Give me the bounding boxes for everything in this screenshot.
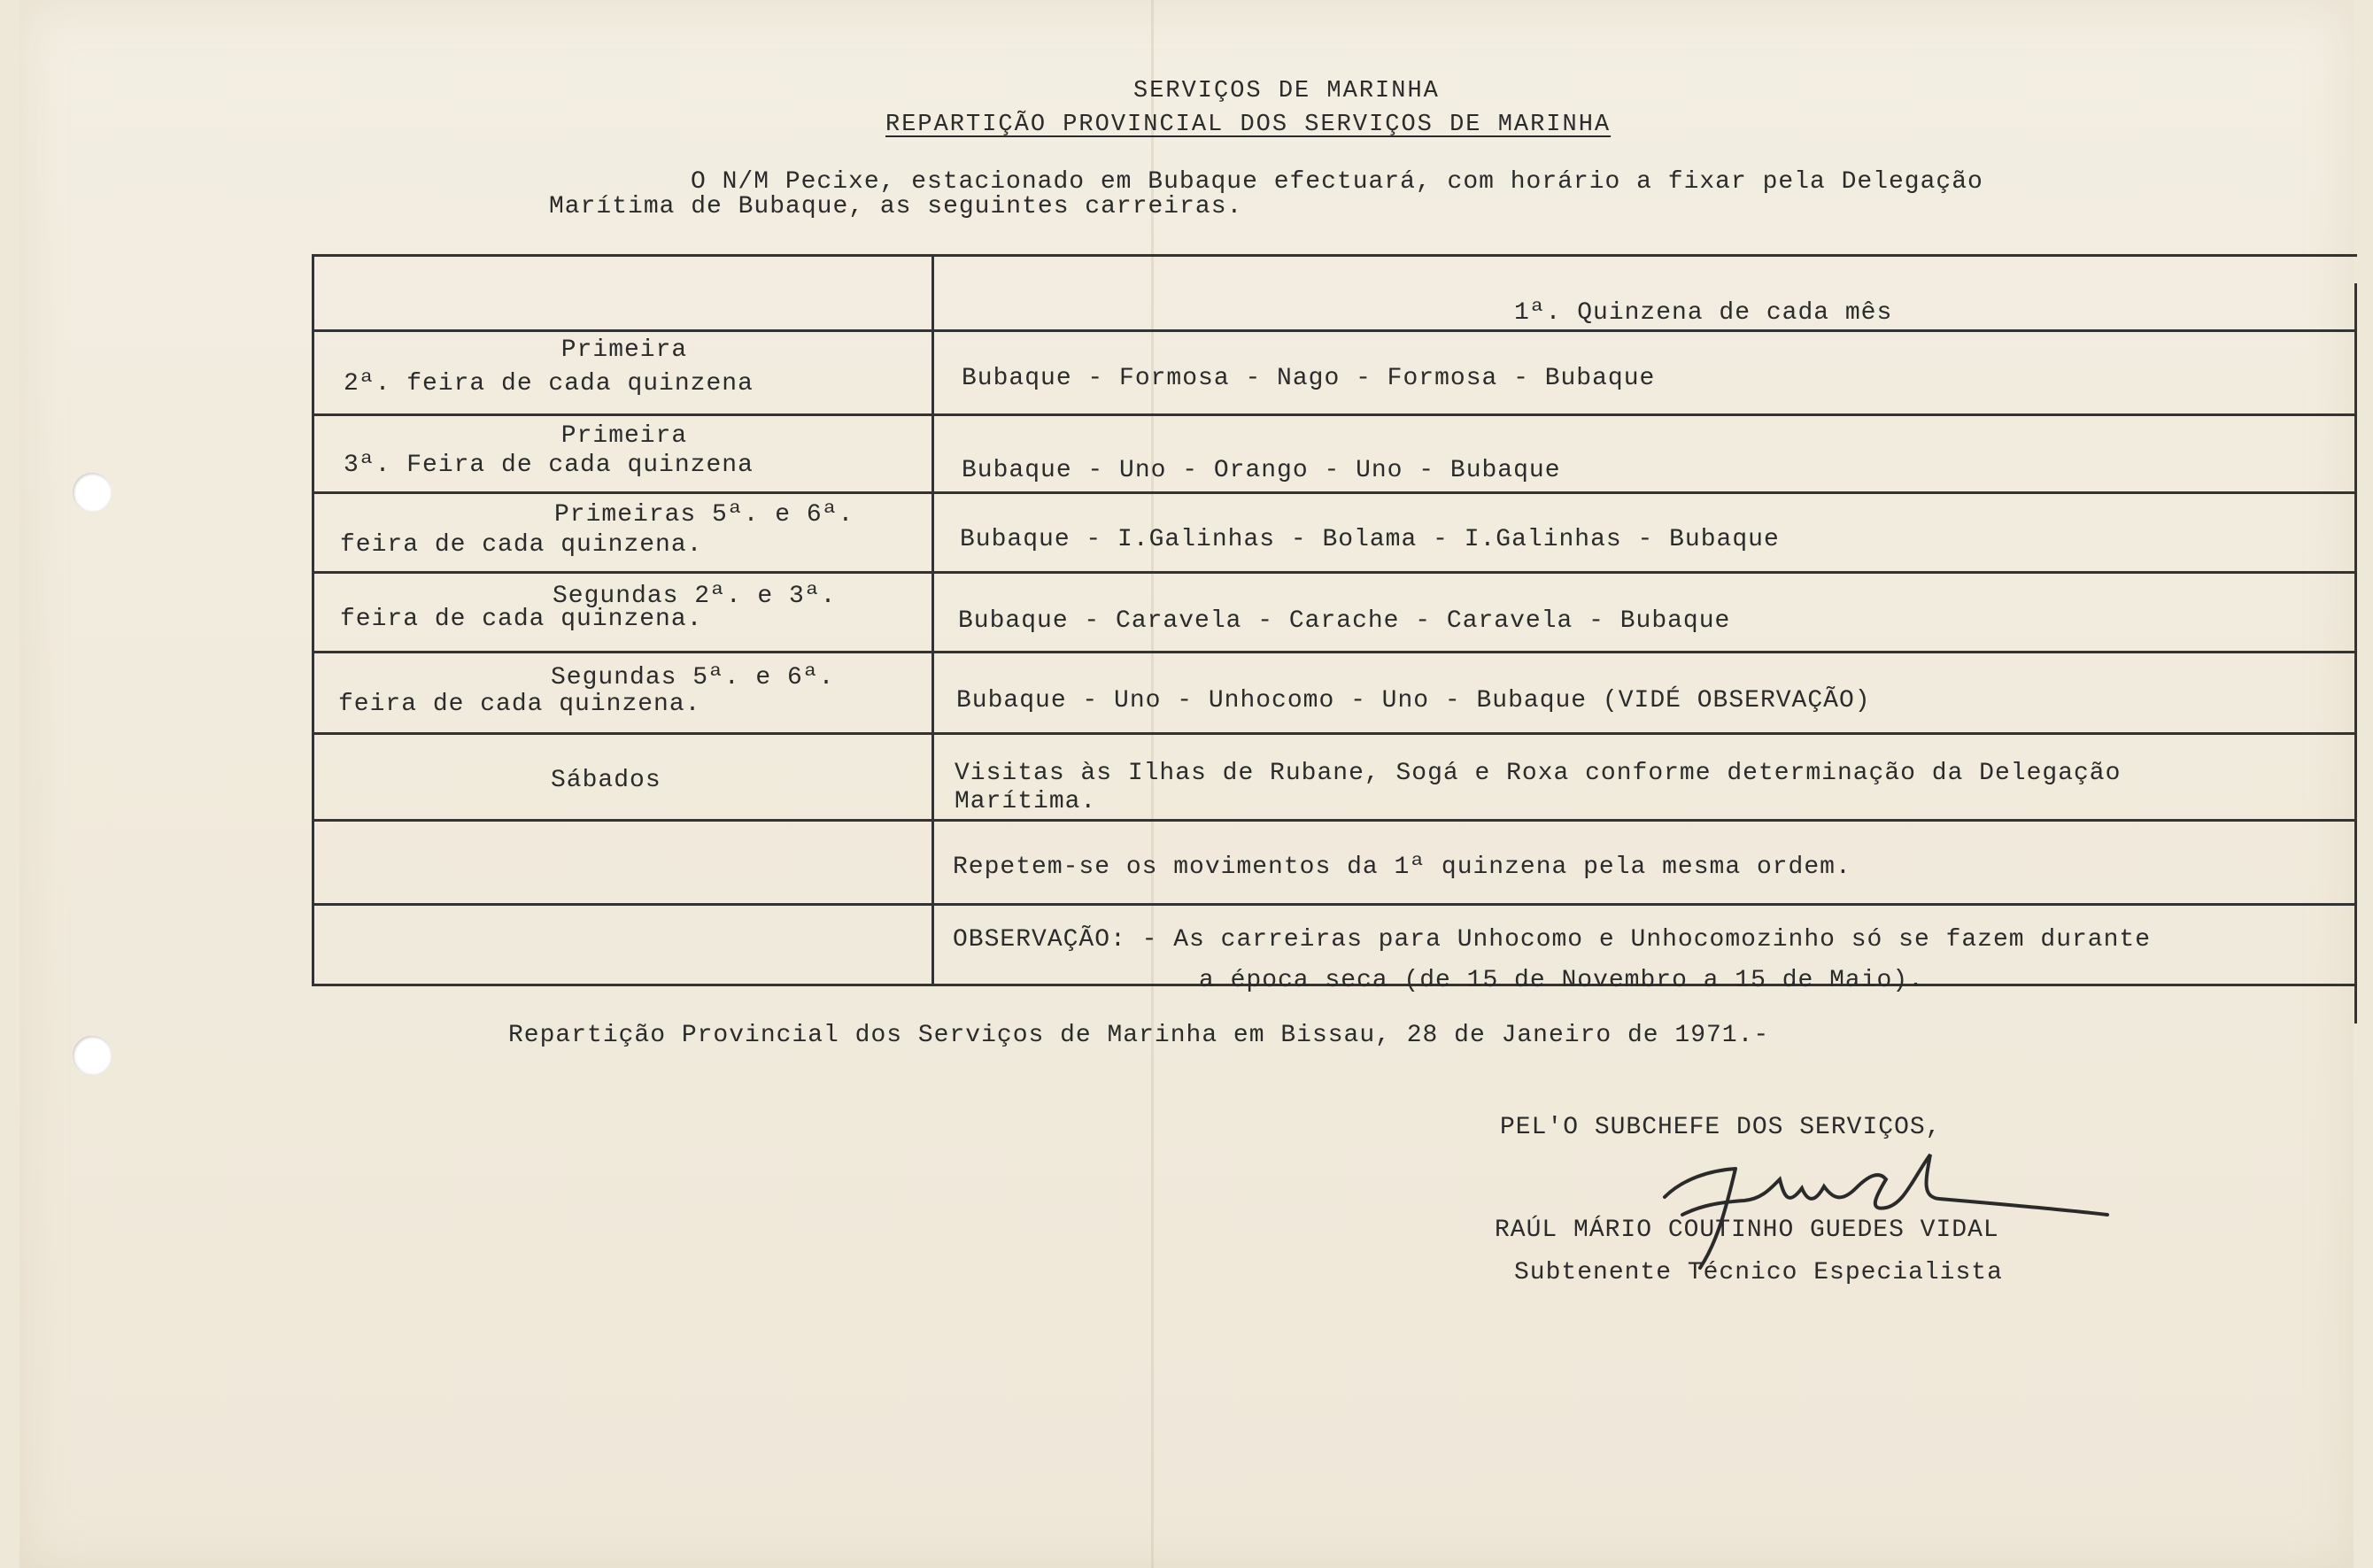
row-1-route: Bubaque - Formosa - Nago - Formosa - Bubaque <box>962 365 1656 392</box>
row-1-left-line-2: 2ª. feira de cada quinzena <box>344 370 754 398</box>
table-row-line <box>312 329 2357 332</box>
row-6-route-line-1: Visitas às Ilhas de Rubane, Sogá e Roxa conforme determinação da Delegação <box>955 760 2122 787</box>
row-3-route: Bubaque - I.Galinhas - Bolama - I.Galinhas - Bubaque <box>960 526 1780 553</box>
header-title: SERVIÇOS DE MARINHA <box>1133 78 1440 104</box>
table-border-top <box>312 254 2357 257</box>
signer-title: Subtenente Técnico Especialista <box>1514 1259 2003 1286</box>
table-row-line <box>312 571 2357 574</box>
row-5-route: Bubaque - Uno - Unhocomo - Uno - Bubaque (VIDÉ OBSERVAÇÃO) <box>956 687 1871 714</box>
row-4-left-line-1: Segundas 2ª. e 3ª. <box>553 583 837 610</box>
table-row-line <box>312 819 2357 822</box>
row-5-left-line-2: feira de cada quinzena. <box>338 691 701 718</box>
table-row-line <box>312 732 2357 735</box>
table-row-line <box>312 491 2357 494</box>
table-row-line <box>312 903 2357 906</box>
row-2-left-line-2: 3ª. Feira de cada quinzena <box>344 452 754 479</box>
table-border-right <box>2354 283 2357 1023</box>
intro-line-1: O N/M Pecixe, estacionado em Bubaque efectuará, com horário a fixar pela Delegação <box>691 168 1983 196</box>
row-8-observation-line-2: a época seca (de 15 de Novembro a 15 de Maio). <box>1199 967 1924 994</box>
row-7-note: Repetem-se os movimentos da 1ª quinzena pela mesma ordem. <box>953 854 1851 881</box>
table-row-line <box>312 651 2357 653</box>
signer-name: RAÚL MÁRIO COUTINHO GUEDES VIDAL <box>1495 1217 1999 1244</box>
row-5-left-line-1: Segundas 5ª. e 6ª. <box>551 664 835 691</box>
row-8-observation-line-1: OBSERVAÇÃO: - As carreiras para Unhocomo e Unhocomozinho só se fazem durante <box>953 926 2152 954</box>
row-6-left: Sábados <box>551 767 661 794</box>
on-behalf-line: PEL'O SUBCHEFE DOS SERVIÇOS, <box>1500 1114 1942 1141</box>
row-4-route: Bubaque - Caravela - Carache - Caravela - Bubaque <box>958 607 1731 635</box>
row-3-left-line-2: feira de cada quinzena. <box>340 531 703 559</box>
punch-hole <box>73 473 112 512</box>
header-subtitle: REPARTIÇÃO PROVINCIAL DOS SERVIÇOS DE MARINHA <box>885 112 1612 138</box>
row-6-route-line-2: Marítima. <box>955 788 1097 815</box>
table-header-right: 1ª. Quinzena de cada mês <box>1514 299 1893 327</box>
intro-line-2: Marítima de Bubaque, as seguintes carreiras. <box>549 193 1243 220</box>
row-2-route: Bubaque - Uno - Orango - Uno - Bubaque <box>962 457 1561 484</box>
punch-hole <box>73 1036 112 1075</box>
place-and-date: Repartição Provincial dos Serviços de Marinha em Bissau, 28 de Janeiro de 1971.- <box>508 1022 1770 1049</box>
table-row-line <box>312 413 2357 416</box>
handwritten-signature <box>1647 1144 2125 1277</box>
table-border-left <box>312 254 314 986</box>
row-2-left-line-1: Primeira <box>560 422 688 450</box>
table-column-divider <box>931 254 934 986</box>
row-3-left-line-1: Primeiras 5ª. e 6ª. <box>554 501 854 529</box>
row-4-left-line-2: feira de cada quinzena. <box>340 606 703 633</box>
row-1-left-line-1: Primeira <box>560 336 688 364</box>
